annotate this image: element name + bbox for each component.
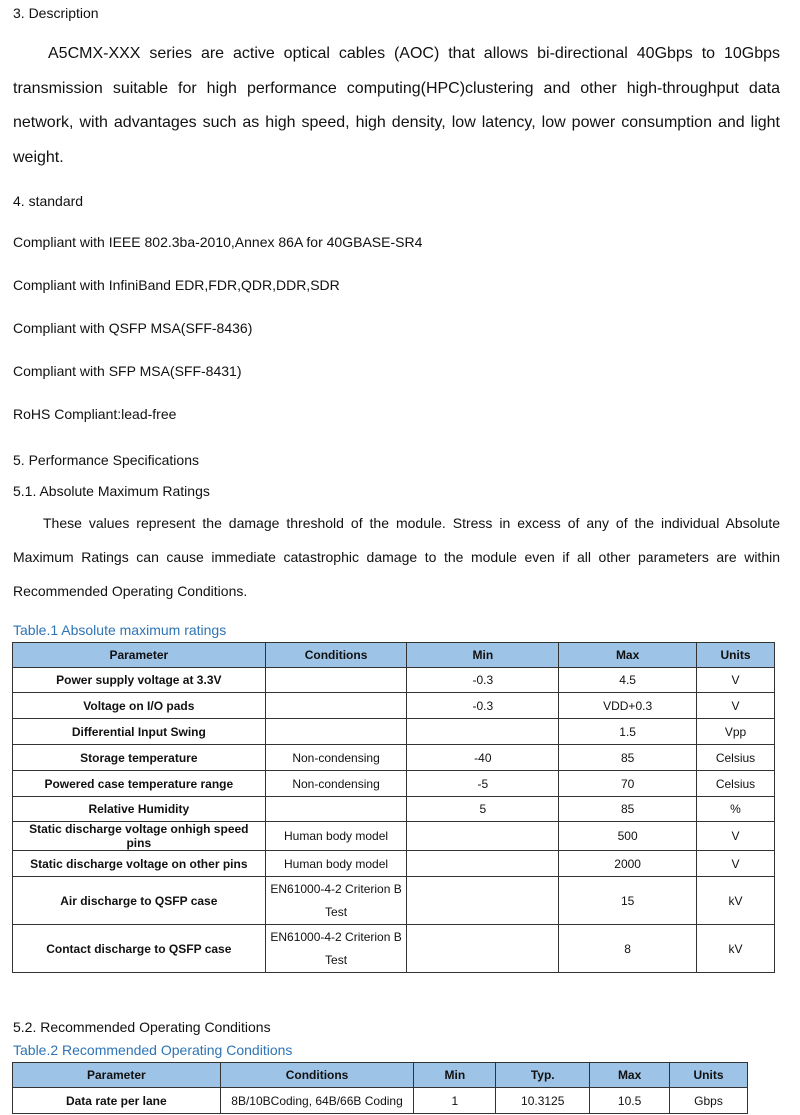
conditions-cell xyxy=(265,693,407,719)
units-cell: % xyxy=(697,797,775,822)
min-cell xyxy=(407,719,559,745)
units-cell: Celsius xyxy=(697,771,775,797)
table-row xyxy=(13,851,775,877)
column-header: Units xyxy=(670,1063,748,1088)
conditions-cell: EN61000-4-2 Criterion B Test xyxy=(265,925,407,973)
conditions-cell xyxy=(265,668,407,693)
table-header-row xyxy=(13,643,775,668)
table-row xyxy=(13,822,775,851)
min-cell: -0.3 xyxy=(407,693,559,719)
max-cell: 85 xyxy=(559,745,697,771)
min-cell xyxy=(407,822,559,851)
table2-caption: Table.2 Recommended Operating Conditions xyxy=(13,1042,293,1058)
max-cell: 4.5 xyxy=(559,668,697,693)
table-row xyxy=(13,925,775,973)
absolute-max-table xyxy=(12,642,775,973)
column-header: Conditions xyxy=(220,1063,414,1088)
standard-item: Compliant with QSFP MSA(SFF-8436) xyxy=(13,320,253,336)
column-header: Parameter xyxy=(13,643,266,668)
max-cell: 70 xyxy=(559,771,697,797)
column-header: Parameter xyxy=(13,1063,221,1088)
parameter-cell: Power supply voltage at 3.3V xyxy=(13,668,266,693)
parameter-cell: Differential Input Swing xyxy=(13,719,266,745)
section-heading-description: 3. Description xyxy=(13,5,99,21)
conditions-cell: Human body model xyxy=(265,851,407,877)
units-cell: kV xyxy=(697,877,775,925)
recommended-conditions-table xyxy=(12,1062,748,1114)
max-cell: 85 xyxy=(559,797,697,822)
max-cell: 8 xyxy=(559,925,697,973)
units-cell: V xyxy=(697,668,775,693)
column-header: Min xyxy=(414,1063,496,1088)
max-cell: 10.5 xyxy=(590,1088,670,1114)
column-header: Max xyxy=(590,1063,670,1088)
parameter-cell: Contact discharge to QSFP case xyxy=(13,925,266,973)
parameter-cell: Air discharge to QSFP case xyxy=(13,877,266,925)
conditions-cell xyxy=(265,719,407,745)
absolute-max-paragraph xyxy=(13,506,780,608)
conditions-cell: 8B/10BCoding, 64B/66B Coding xyxy=(220,1088,414,1114)
standard-item: Compliant with SFP MSA(SFF-8431) xyxy=(13,363,242,379)
units-cell: Vpp xyxy=(697,719,775,745)
conditions-cell xyxy=(265,797,407,822)
min-cell: -40 xyxy=(407,745,559,771)
min-cell: -0.3 xyxy=(407,668,559,693)
max-cell: 1.5 xyxy=(559,719,697,745)
description-text: A5CMX-XXX series are active optical cables (AOC) that allows bi-directional 40Gbps to 10Gbps transmission suitable for high performance computing(HPC)clustering and other high-throughput data network, with advantages such as high speed, high density, low latency, low power consumption and light weight. xyxy=(13,45,780,166)
parameter-cell: Voltage on I/O pads xyxy=(13,693,266,719)
table-header-row xyxy=(13,1063,748,1088)
units-cell: V xyxy=(697,693,775,719)
conditions-cell: Human body model xyxy=(265,822,407,851)
typ-cell: 10.3125 xyxy=(496,1088,590,1114)
min-cell xyxy=(407,877,559,925)
parameter-cell: Relative Humidity xyxy=(13,797,266,822)
max-cell: 2000 xyxy=(559,851,697,877)
min-cell xyxy=(407,925,559,973)
column-header: Min xyxy=(407,643,559,668)
parameter-cell: Static discharge voltage onhigh speed pins xyxy=(13,822,266,851)
units-cell: Gbps xyxy=(670,1088,748,1114)
section-heading-standard: 4. standard xyxy=(13,193,84,209)
table-row xyxy=(13,1088,748,1114)
conditions-cell: Non-condensing xyxy=(265,745,407,771)
table-row xyxy=(13,693,775,719)
table1-caption: Table.1 Absolute maximum ratings xyxy=(13,622,227,638)
max-cell: 15 xyxy=(559,877,697,925)
section-heading-performance: 5. Performance Specifications xyxy=(13,452,199,468)
table-row xyxy=(13,719,775,745)
conditions-cell: EN61000-4-2 Criterion B Test xyxy=(265,877,407,925)
column-header: Max xyxy=(559,643,697,668)
table-row xyxy=(13,797,775,822)
parameter-cell: Static discharge voltage on other pins xyxy=(13,851,266,877)
max-cell: 500 xyxy=(559,822,697,851)
units-cell: Celsius xyxy=(697,745,775,771)
standard-item: RoHS Compliant:lead-free xyxy=(13,406,177,422)
absolute-max-text: These values represent the damage threshold of the module. Stress in excess of any of the individual Absolute Maximum Ratings can cause immediate catastrophic damage to the module even if all other parameters are within Recommended Operating Conditions. xyxy=(13,515,780,599)
description-paragraph xyxy=(13,37,780,175)
parameter-cell: Data rate per lane xyxy=(13,1088,221,1114)
min-cell: 1 xyxy=(414,1088,496,1114)
table-row xyxy=(13,877,775,925)
min-cell: 5 xyxy=(407,797,559,822)
section-heading-recommended: 5.2. Recommended Operating Conditions xyxy=(13,1019,271,1035)
column-header: Typ. xyxy=(496,1063,590,1088)
parameter-cell: Powered case temperature range xyxy=(13,771,266,797)
parameter-cell: Storage temperature xyxy=(13,745,266,771)
min-cell xyxy=(407,851,559,877)
standard-item: Compliant with InfiniBand EDR,FDR,QDR,DDR,SDR xyxy=(13,277,340,293)
min-cell: -5 xyxy=(407,771,559,797)
units-cell: V xyxy=(697,851,775,877)
conditions-cell: Non-condensing xyxy=(265,771,407,797)
table-row xyxy=(13,745,775,771)
table-row xyxy=(13,668,775,693)
table-row xyxy=(13,771,775,797)
column-header: Conditions xyxy=(265,643,407,668)
max-cell: VDD+0.3 xyxy=(559,693,697,719)
column-header: Units xyxy=(697,643,775,668)
units-cell: kV xyxy=(697,925,775,973)
units-cell: V xyxy=(697,822,775,851)
section-heading-absolute-max: 5.1. Absolute Maximum Ratings xyxy=(13,483,210,499)
standard-item: Compliant with IEEE 802.3ba-2010,Annex 86A for 40GBASE-SR4 xyxy=(13,234,423,250)
